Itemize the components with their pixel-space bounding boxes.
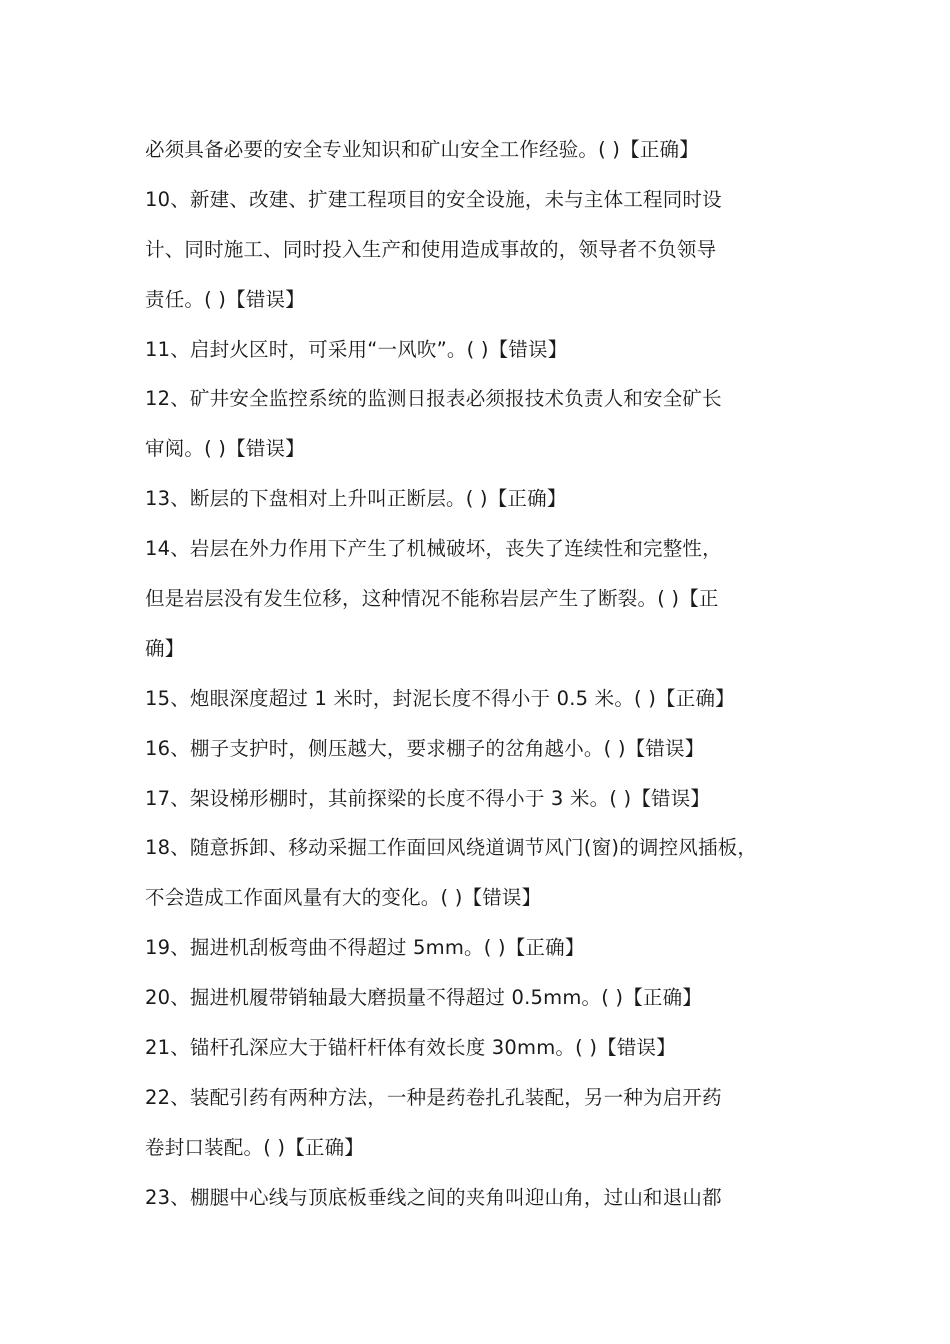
text-line: 确】 — [145, 636, 185, 660]
text-line: 19、掘进机刮板弯曲不得超过 5mm。( )【正确】 — [145, 936, 585, 960]
text-line: 11、启封火区时，可采用“一风吹”。( )【错误】 — [145, 337, 568, 361]
text-line: 22、装配引药有两种方法，一种是药卷扎孔装配，另一种为启开药 — [145, 1085, 722, 1109]
text-line: 12、矿井安全监控系统的监测日报表必须报技术负责人和安全矿长 — [145, 387, 722, 411]
text-line: 21、锚杆孔深应大于锚杆杆体有效长度 30mm。( )【错误】 — [145, 1036, 676, 1060]
text-line: 20、掘进机履带销轴最大磨损量不得超过 0.5mm。( )【正确】 — [145, 986, 703, 1010]
text-line: 15、炮眼深度超过 1 米时，封泥长度不得小于 0.5 米。( )【正确】 — [145, 686, 735, 710]
text-line: 13、断层的下盘相对上升叫正断层。( )【正确】 — [145, 487, 567, 511]
text-line: 17、架设梯形棚时，其前探梁的长度不得小于 3 米。( )【错误】 — [145, 786, 711, 810]
text-line: 计、同时施工、同时投入生产和使用造成事故的，领导者不负领导 — [145, 237, 717, 261]
text-line: 10、新建、改建、扩建工程项目的安全设施，未与主体工程同时设 — [145, 187, 722, 211]
text-line: 不会造成工作面风量有大的变化。( )【错误】 — [145, 886, 542, 910]
text-line: 16、棚子支护时，侧压越大，要求棚子的岔角越小。( )【错误】 — [145, 736, 705, 760]
text-line: 卷封口装配。( )【正确】 — [145, 1135, 365, 1159]
text-line: 18、随意拆卸、移动采掘工作面回风绕道调节风门(窗)的调控风插板， — [145, 836, 758, 860]
text-line: 14、岩层在外力作用下产生了机械破坏，丧失了连续性和完整性， — [145, 537, 722, 561]
question-list — [145, 125, 820, 1223]
text-line: 必须具备必要的安全专业知识和矿山安全工作经验。( )【正确】 — [145, 138, 699, 161]
text-line: 审阅。( )【错误】 — [145, 437, 305, 461]
text-line: 23、棚腿中心线与顶底板垂线之间的夹角叫迎山角，过山和退山都 — [145, 1185, 722, 1209]
text-line: 责任。( )【错误】 — [145, 287, 305, 311]
text-line: 但是岩层没有发生位移，这种情况不能称岩层产生了断裂。( )【正 — [145, 587, 719, 611]
